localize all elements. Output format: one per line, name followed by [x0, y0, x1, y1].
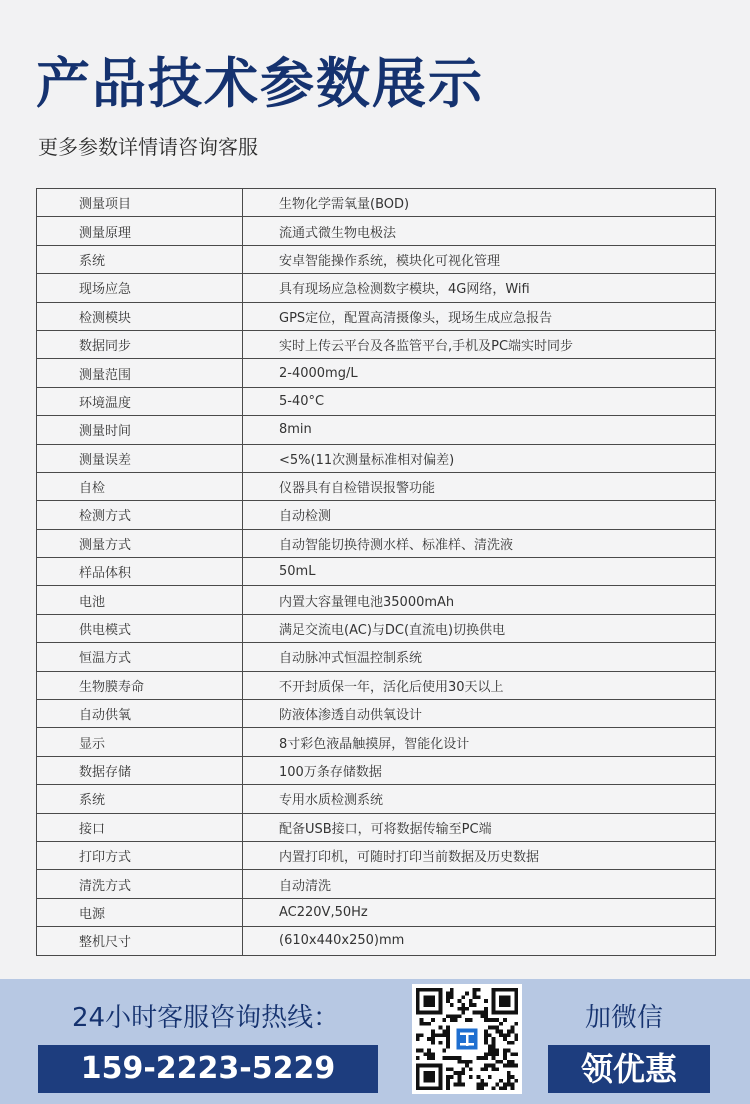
spec-key: 系统: [37, 245, 243, 273]
spec-value: 实时上传云平台及各监管平台,手机及PC端实时同步: [243, 330, 716, 358]
spec-row: [37, 898, 716, 926]
spec-key: 接口: [37, 813, 243, 841]
spec-row: [37, 501, 716, 529]
spec-row: [37, 756, 716, 784]
spec-key: 测量时间: [37, 416, 243, 444]
spec-key: 供电模式: [37, 614, 243, 642]
spec-key: 清洗方式: [37, 870, 243, 898]
spec-value: 2-4000mg/L: [243, 359, 716, 387]
spec-key: 系统: [37, 785, 243, 813]
hotline-label: 24小时客服咨询热线：: [72, 1003, 340, 1033]
spec-row: [37, 614, 716, 642]
spec-row: [37, 189, 716, 217]
spec-row: [37, 728, 716, 756]
spec-value: 100万条存储数据: [243, 756, 716, 784]
spec-row: [37, 671, 716, 699]
spec-value: 生物化学需氧量(BOD): [243, 189, 716, 217]
spec-row: [37, 785, 716, 813]
spec-value: 自动清洗: [243, 870, 716, 898]
spec-key: 电源: [37, 898, 243, 926]
spec-value: 8寸彩色液晶触摸屏，智能化设计: [243, 728, 716, 756]
spec-row: [37, 927, 716, 955]
spec-row: [37, 245, 716, 273]
spec-value: 内置大容量锂电池35000mAh: [243, 586, 716, 614]
spec-key: 生物膜寿命: [37, 671, 243, 699]
spec-row: [37, 529, 716, 557]
spec-row: [37, 813, 716, 841]
get-coupon-button[interactable]: 领优惠: [548, 1045, 710, 1093]
spec-key: 测量方式: [37, 529, 243, 557]
spec-key: 检测方式: [37, 501, 243, 529]
spec-key: 样品体积: [37, 558, 243, 586]
spec-row: [37, 274, 716, 302]
spec-key: 数据存储: [37, 756, 243, 784]
spec-row: [37, 302, 716, 330]
spec-value: 具有现场应急检测数字模块，4G网络，Wifi: [243, 274, 716, 302]
spec-row: [37, 472, 716, 500]
spec-key: 测量范围: [37, 359, 243, 387]
qr-center-logo: [454, 1026, 481, 1053]
spec-key: 恒温方式: [37, 643, 243, 671]
spec-key: 测量项目: [37, 189, 243, 217]
spec-key: 测量误差: [37, 444, 243, 472]
spec-row: [37, 416, 716, 444]
spec-value: 50mL: [243, 558, 716, 586]
spec-key: 打印方式: [37, 841, 243, 869]
spec-row: [37, 700, 716, 728]
page-title: 产品技术参数展示: [36, 52, 484, 115]
spec-value: <5%(11次测量标准相对偏差): [243, 444, 716, 472]
spec-key: 电池: [37, 586, 243, 614]
spec-row: [37, 330, 716, 358]
spec-row: [37, 558, 716, 586]
spec-value: 内置打印机，可随时打印当前数据及历史数据: [243, 841, 716, 869]
spec-row: [37, 870, 716, 898]
wechat-qr-code[interactable]: [412, 984, 522, 1094]
spec-value: 专用水质检测系统: [243, 785, 716, 813]
spec-row: [37, 841, 716, 869]
spec-key: 数据同步: [37, 330, 243, 358]
spec-value: 自动智能切换待测水样、标准样、清洗液: [243, 529, 716, 557]
spec-key: 自检: [37, 472, 243, 500]
phone-number-button[interactable]: 159-2223-5229: [38, 1045, 378, 1093]
spec-key: 测量原理: [37, 217, 243, 245]
spec-value: 8min: [243, 416, 716, 444]
spec-value: 满足交流电(AC)与DC(直流电)切换供电: [243, 614, 716, 642]
spec-value: 5-40°C: [243, 387, 716, 415]
spec-value: (610x440x250)mm: [243, 927, 716, 955]
spec-value: GPS定位，配置高清摄像头，现场生成应急报告: [243, 302, 716, 330]
spec-row: [37, 387, 716, 415]
spec-value: 流通式微生物电极法: [243, 217, 716, 245]
spec-value: 配备USB接口，可将数据传输至PC端: [243, 813, 716, 841]
spec-value: 不开封质保一年，活化后使用30天以上: [243, 671, 716, 699]
spec-row: [37, 586, 716, 614]
spec-value: 自动检测: [243, 501, 716, 529]
spec-row: [37, 359, 716, 387]
spec-row: [37, 217, 716, 245]
spec-key: 显示: [37, 728, 243, 756]
spec-table-body: [37, 189, 716, 956]
page-subtitle: 更多参数详情请咨询客服: [38, 135, 258, 159]
spec-key: 环境温度: [37, 387, 243, 415]
spec-row: [37, 444, 716, 472]
spec-value: AC220V,50Hz: [243, 898, 716, 926]
spec-value: 仪器具有自检错误报警功能: [243, 472, 716, 500]
spec-value: 自动脉冲式恒温控制系统: [243, 643, 716, 671]
wechat-label: 加微信: [585, 1003, 664, 1033]
spec-key: 自动供氧: [37, 700, 243, 728]
spec-value: 防液体渗透自动供氧设计: [243, 700, 716, 728]
spec-table: [36, 188, 716, 956]
spec-key: 现场应急: [37, 274, 243, 302]
spec-value: 安卓智能操作系统，模块化可视化管理: [243, 245, 716, 273]
spec-key: 整机尺寸: [37, 927, 243, 955]
spec-row: [37, 643, 716, 671]
spec-key: 检测模块: [37, 302, 243, 330]
